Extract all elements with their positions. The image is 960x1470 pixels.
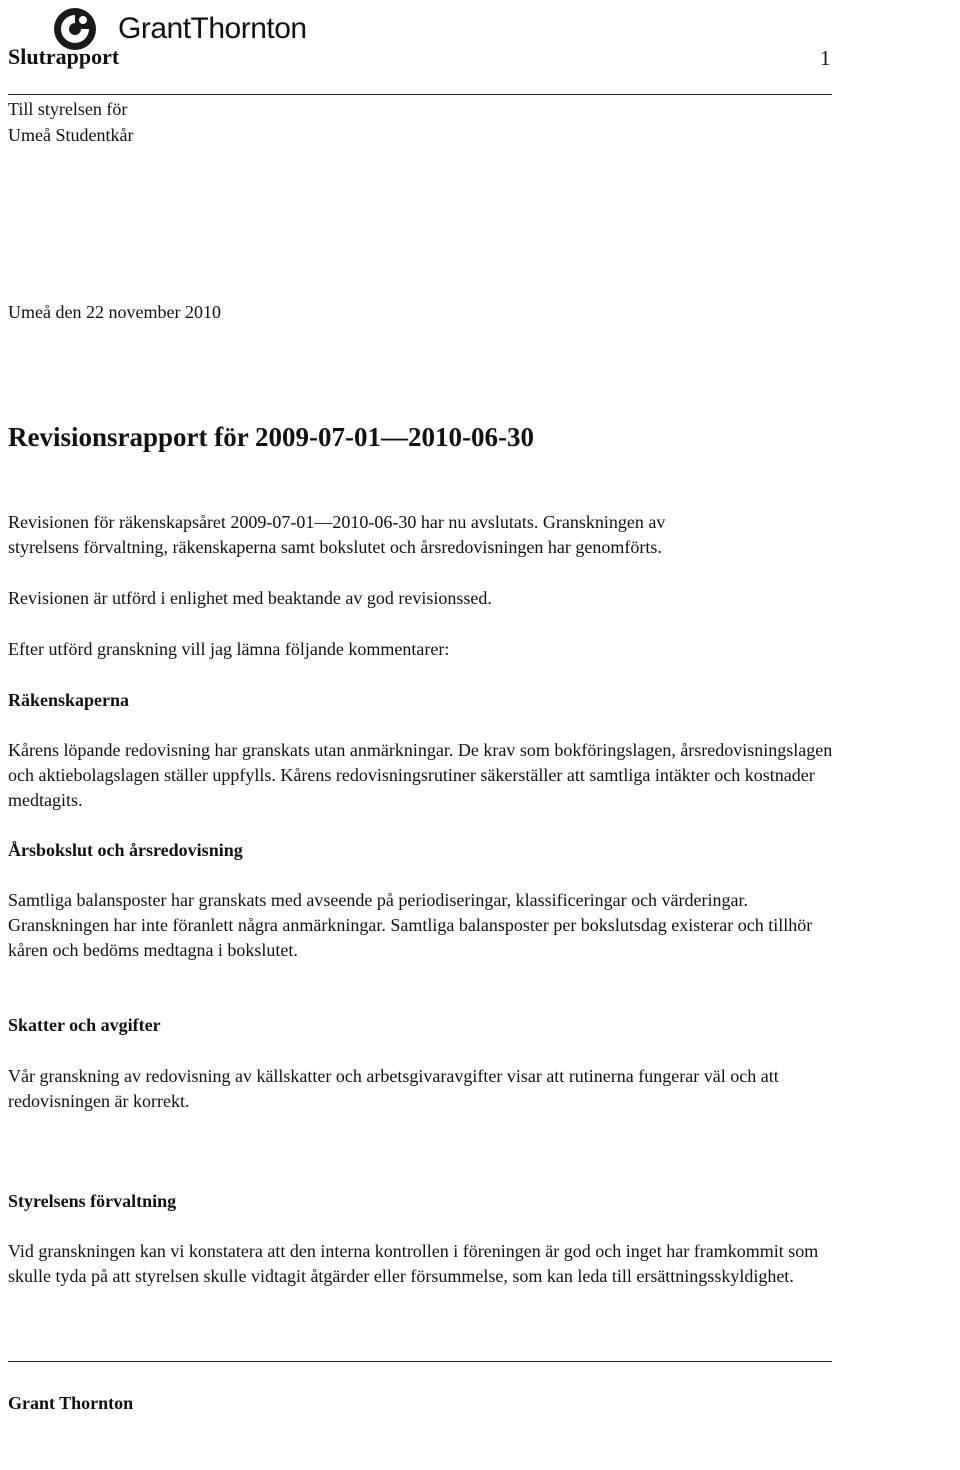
page-number: 1 <box>820 46 831 70</box>
section-heading-arsbokslut: Årsbokslut och årsredovisning <box>8 840 243 860</box>
intro-paragraph-2: Revisionen är utförd i enlighet med beaktande av god revisionssed. <box>8 588 492 608</box>
section-heading-styrelsens-forvaltning: Styrelsens förvaltning <box>8 1191 177 1211</box>
report-label: Slutrapport <box>8 44 120 69</box>
section-heading-rakenskaperna: Räkenskaperna <box>8 690 130 710</box>
recipient-line-1: Till styrelsen för <box>8 99 128 119</box>
intro-paragraph-1-line-2: styrelsens förvaltning, räkenskaperna samt bokslutet och årsredovisningen har genomförts. <box>8 537 662 557</box>
footer-signature: Grant Thornton <box>8 1393 134 1413</box>
section-text-arsbokslut: Samtliga balansposter har granskats med avseende på periodiseringar, klassificeringar och värderingar. Granskningen har inte föranlett några anmärkningar. Samtliga balansposter per bokslutsdag existerar och tillhör kåren och bedöms medtagna i bokslutet. <box>8 890 813 960</box>
intro-paragraph-1-line-1: Revisionen för räkenskapsåret 2009-07-01—2010-06-30 har nu avslutats. Granskningen av <box>8 512 666 532</box>
date-line: Umeå den 22 november 2010 <box>8 302 221 322</box>
section-text-styrelsens-forvaltning: Vid granskningen kan vi konstatera att den interna kontrollen i föreningen är god och inget har framkommit som skulle tyda på att styrelsen skulle vidtagit åtgärder eller försummelse, som kan leda till ersättningsskyldighet. <box>8 1241 819 1286</box>
recipient-line-2: Umeå Studentkår <box>8 125 134 145</box>
section-text-rakenskaperna: Kårens löpande redovisning har granskats utan anmärkningar. De krav som bokföringslagen, årsredovisningslagen och aktiebolagslagen ställer uppfylls. Kårens redovisningsrutiner säkerställer att samtliga intäkter och kostnader medtagits. <box>8 740 833 810</box>
intro-paragraph-3: Efter utförd granskning vill jag lämna följande kommentarer: <box>8 639 450 659</box>
brand-name: GrantThornton <box>118 12 307 45</box>
footer-divider <box>8 1361 832 1362</box>
section-heading-skatter: Skatter och avgifter <box>8 1015 161 1035</box>
document-title: Revisionsrapport för 2009-07-01—2010-06-30 <box>8 422 534 452</box>
header-divider <box>8 94 832 95</box>
section-text-skatter: Vår granskning av redovisning av källskatter och arbetsgivaravgifter visar att rutinerna fungerar väl och att redovisningen är korrekt. <box>8 1066 779 1111</box>
